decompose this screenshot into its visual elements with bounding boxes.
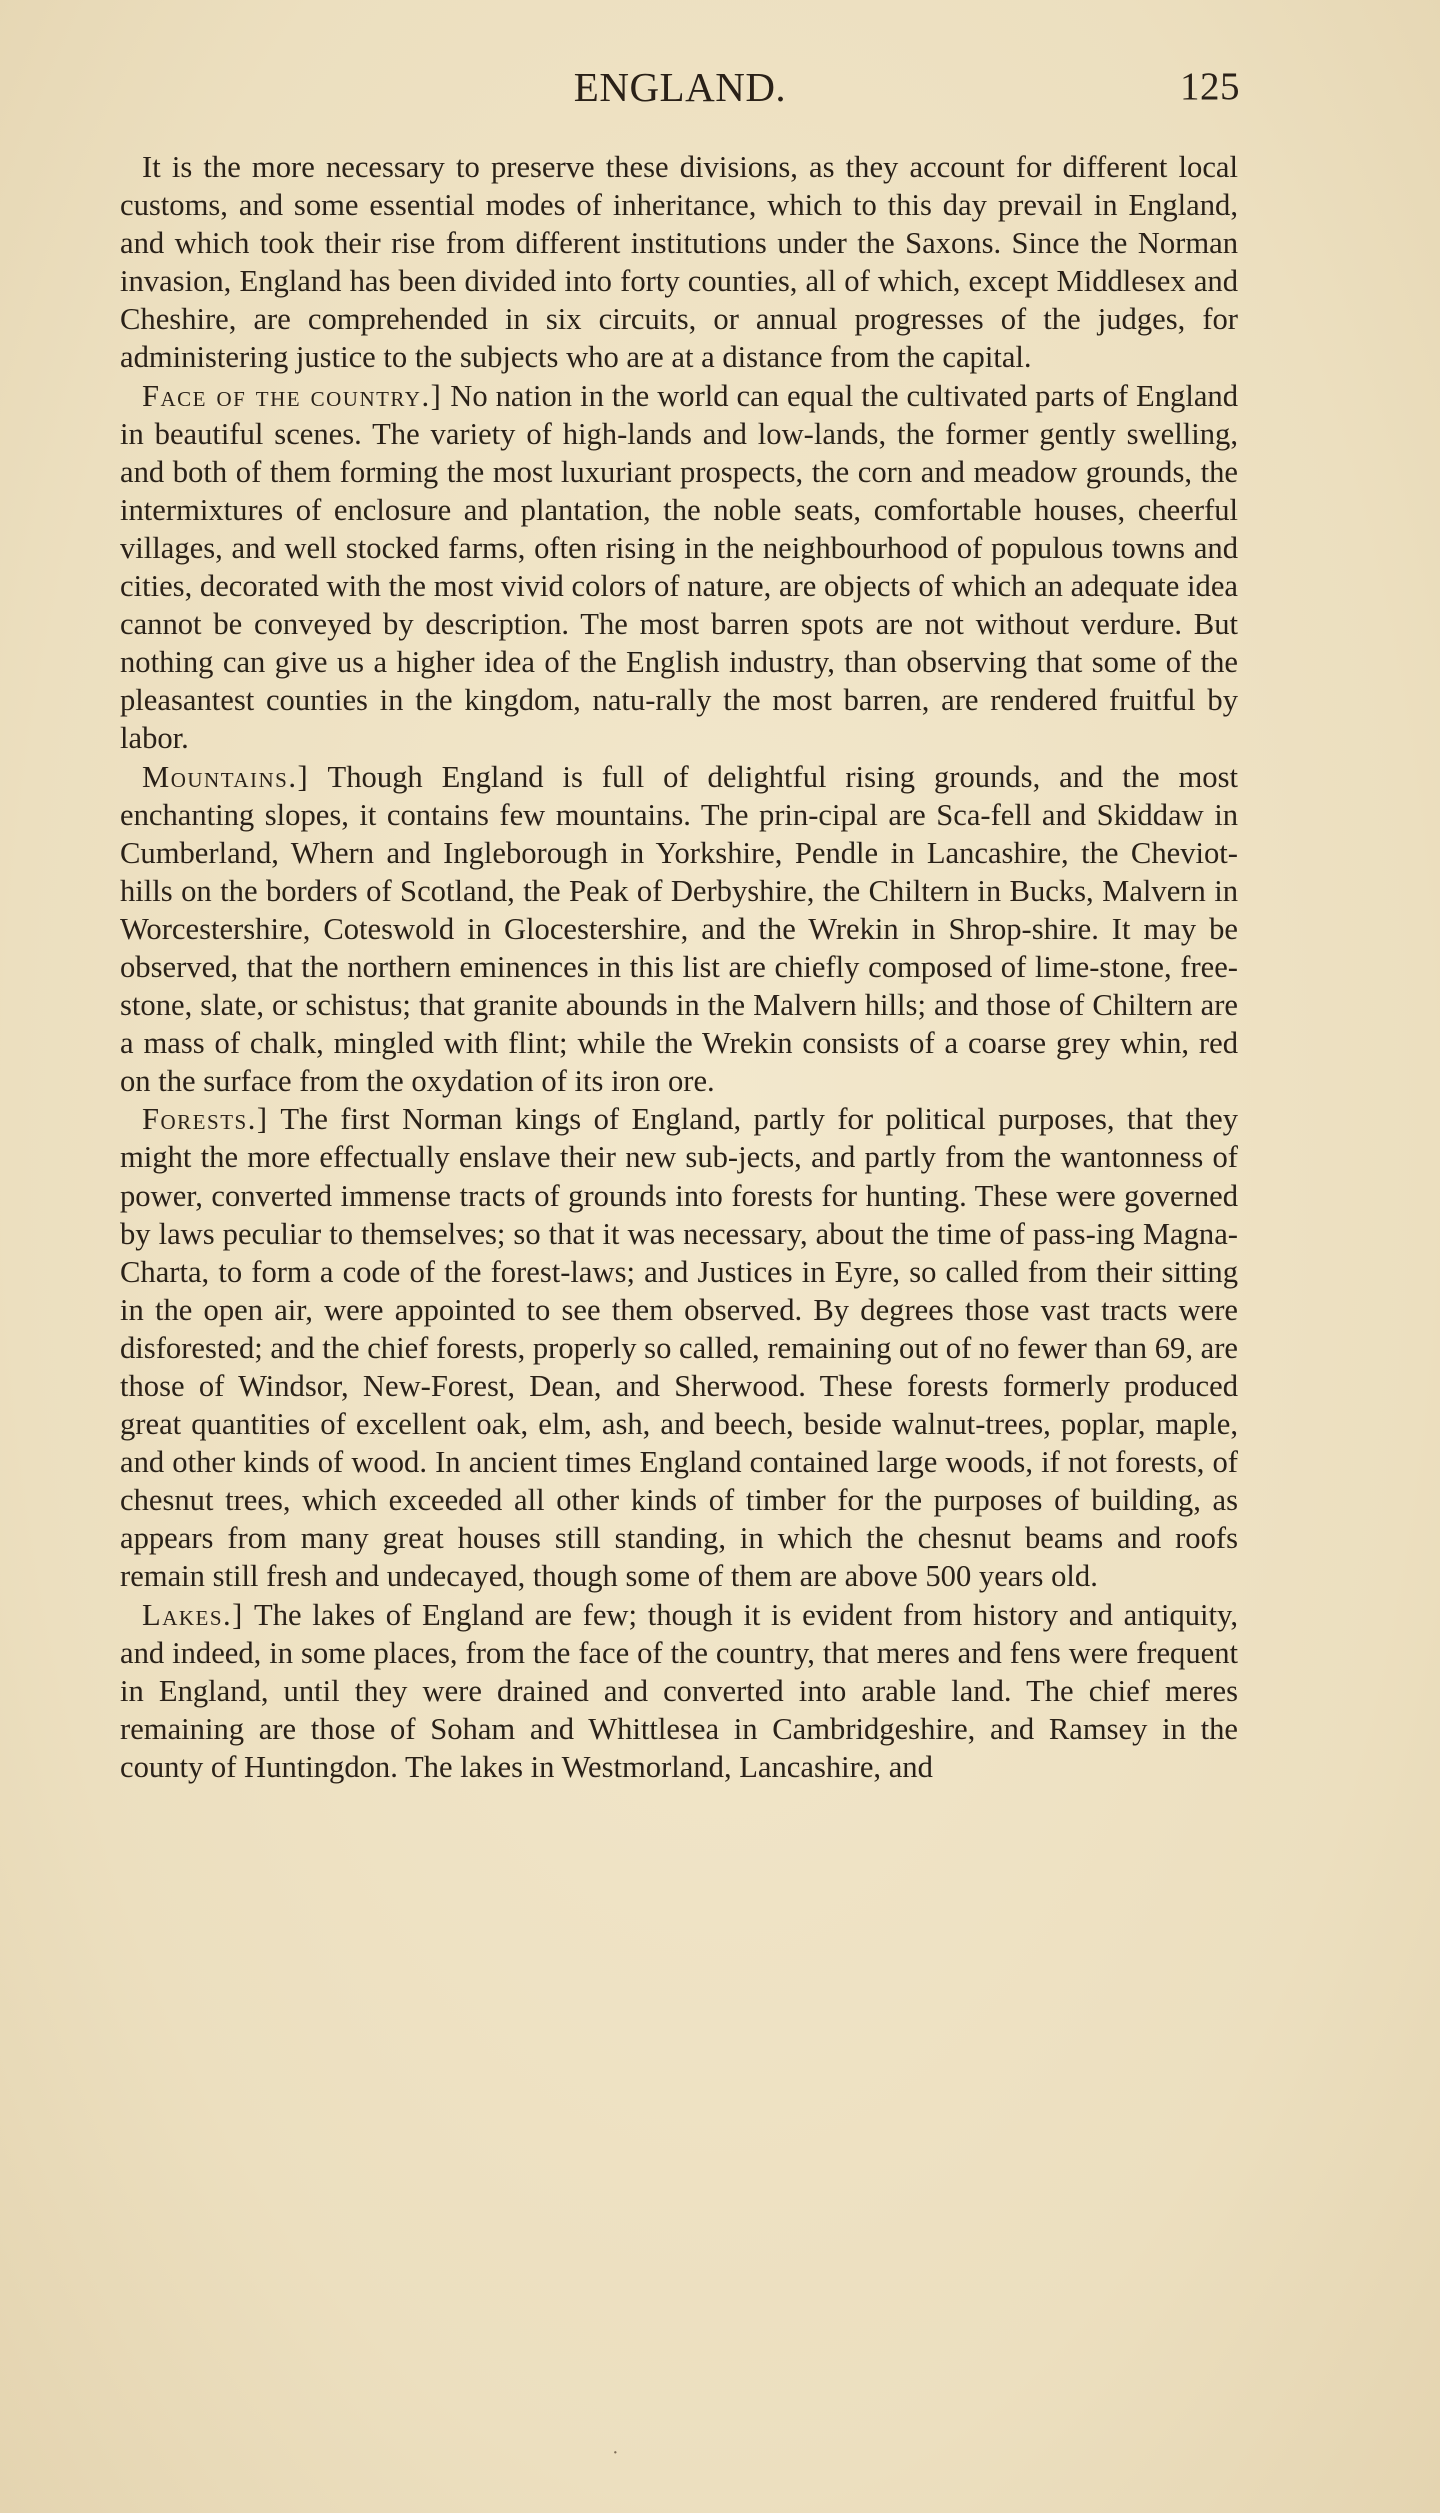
paragraph-text: The lakes of England are few; though it is evident from history and antiquity, and indeed, in some places, from the face of the country, that meres and fens were frequent in England, until they were drained and converted into arable land. The chief meres remaining are those of Soham and Whittlesea in Cambridgeshire, and Ramsey in the county of Huntingdon. The lakes in Westmorland, Lancashire, and xyxy=(120,1597,1238,1784)
paragraph-text: The first Norman kings of England, partly for political purposes, that they might the more effectually enslave their new sub-jects, and partly from the wantonness of power, converted immense tracts of grounds into forests for hunting. These were governed by laws peculiar to themselves; so that it was necessary, about the time of pass-ing Magna-Charta, to form a code of the forest-laws; and Justices in Eyre, so called from their sitting in the open air, were appointed to see them observed. By degrees those vast tracts were disforested; and the chief forests, properly so called, remaining out of no fewer than 69, are those of Windsor, New-Forest, Dean, and Sherwood. These forests formerly produced great quantities of excellent oak, elm, ash, and beech, beside walnut-trees, poplar, maple, and other kinds of wood. In ancient times England contained large woods, if not forests, of chesnut trees, which exceeded all other kinds of timber for the purposes of building, as appears from many great houses still standing, in which the chesnut beams and roofs remain still fresh and undecayed, though some of them are above 500 years old. xyxy=(120,1102,1238,1594)
paragraph-text: No nation in the world can equal the cultivated parts of England in beautiful scenes. The variety of high-lands and low-lands, the former gently swelling, and both of them forming the most luxuriant prospects, the corn and meadow grounds, the intermixtures of enclosure and plantation, the noble seats, comfortable houses, cheerful villages, and well stocked farms, often rising in the neighbourhood of populous towns and cities, decorated with the most vivid colors of nature, are objects of which an adequate idea cannot be conveyed by description. The most barren spots are not without verdure. But nothing can give us a higher idea of the English industry, than observing that some of the pleasantest counties in the kingdom, natu-rally the most barren, are rendered fruitful by labor. xyxy=(120,378,1239,756)
paragraph-forests xyxy=(120,1100,1238,1595)
paragraph-face-of-country xyxy=(120,377,1238,758)
section-heading-forests: Forests.] xyxy=(142,1102,269,1137)
page-number: 125 xyxy=(1180,65,1240,108)
stray-print-mark: · xyxy=(612,2442,619,2464)
paragraph-text: It is the more necessary to preserve these divisions, as they account for different local customs, and some essential modes of inheritance, which to this day prevail in England, and which took their rise from different institutions under the Saxons. Since the Norman invasion, England has been divided into forty counties, all of which, except Middlesex and Cheshire, are comprehended in six circuits, or annual progresses of the judges, for administering justice to the subjects who are at a distance from the capital. xyxy=(120,150,1238,375)
running-title: ENGLAND. xyxy=(573,64,787,110)
section-heading-face: Face of the country.] xyxy=(142,378,443,413)
section-heading-mountains: Mountains.] xyxy=(142,759,310,794)
paragraph-text: Though England is full of delightful rising grounds, and the most enchanting slopes, it contains few mountains. The prin-cipal are Sca-fell and Skiddaw in Cumberland, Whern and Ingleborough in Yorkshire, Pendle in Lancashire, the Cheviot-hills on the borders of Scotland, the Peak of Derbyshire, the Chiltern in Bucks, Malvern in Worcestershire, Coteswold in Glocestershire, and the Wrekin in Shrop-shire. It may be observed, that the northern eminences in this list are chiefly composed of lime-stone, free-stone, slate, or schistus; that granite abounds in the Malvern hills; and those of Chiltern are a mass of chalk, mingled with flint; while the Wrekin consists of a coarse grey whin, red on the surface from the oxydation of its iron ore. xyxy=(120,759,1238,1099)
section-heading-lakes: Lakes.] xyxy=(142,1597,244,1632)
paragraph-mountains xyxy=(120,758,1238,1101)
paragraph-divisions xyxy=(120,148,1238,377)
body-text xyxy=(120,148,1238,1786)
running-head xyxy=(120,62,1240,112)
paragraph-lakes xyxy=(120,1596,1238,1786)
